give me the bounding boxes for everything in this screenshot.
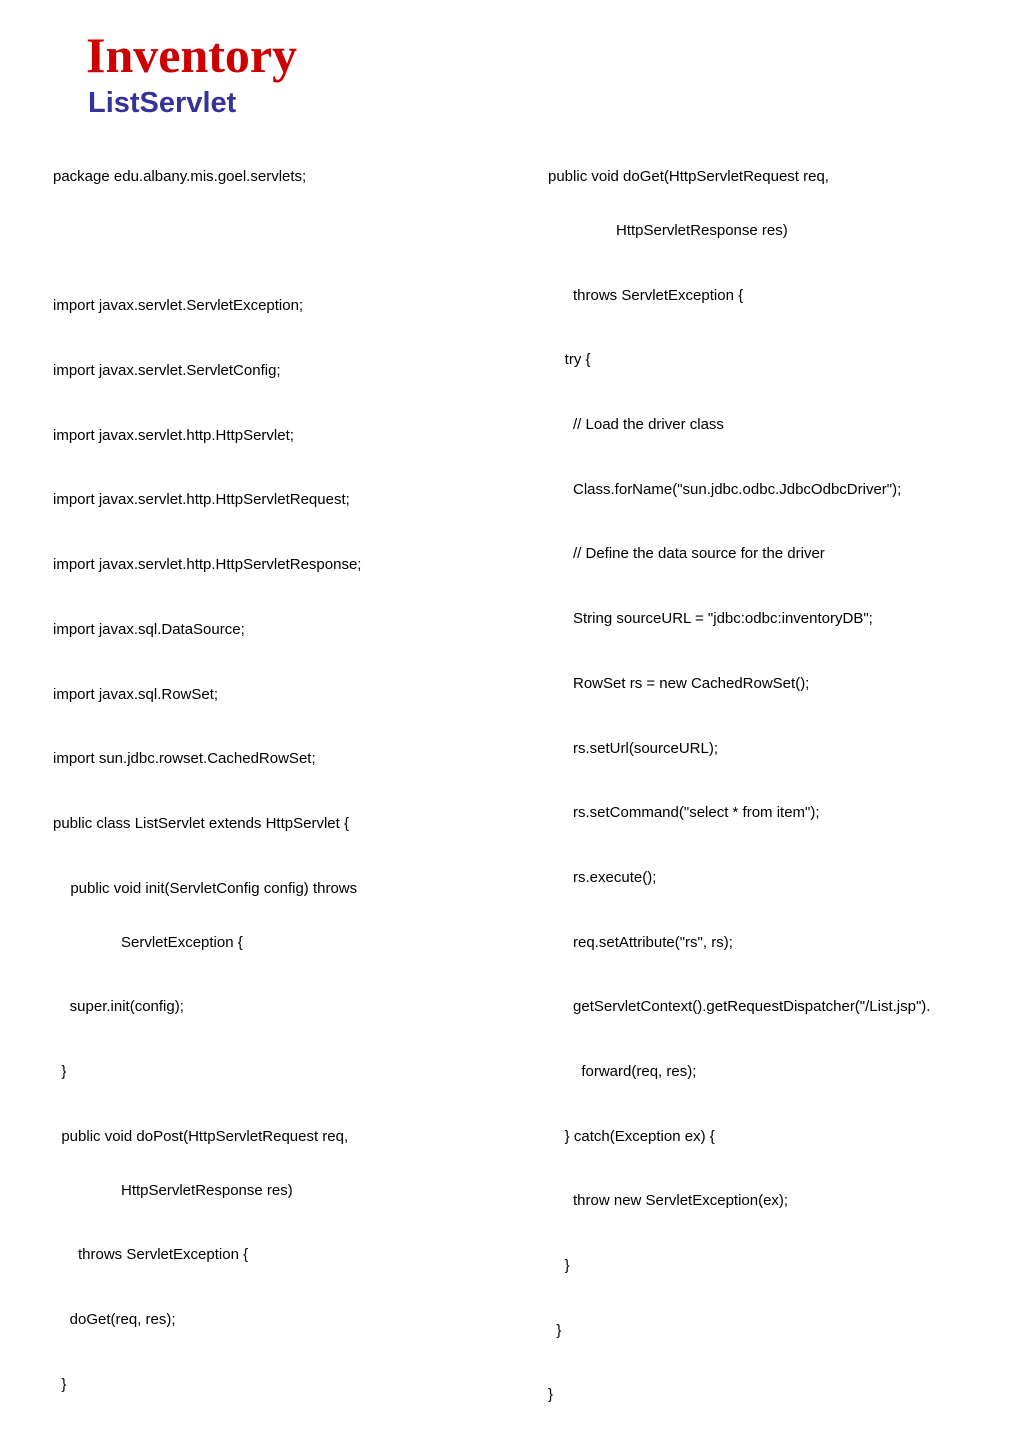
code-line: try { — [548, 351, 591, 369]
code-line-continuation: ServletException { — [121, 933, 243, 951]
code-line: package edu.albany.mis.goel.servlets; — [53, 168, 307, 185]
code-line: throw new ServletException(ex); — [548, 1192, 789, 1210]
code-line: import javax.servlet.http.HttpServlet; — [53, 426, 294, 444]
code-line: // Define the data source for the driver — [548, 545, 825, 563]
slide-title: Inventory — [86, 27, 298, 83]
code-line: import javax.sql.DataSource; — [53, 620, 245, 638]
code-line: public void doGet(HttpServletRequest req, — [548, 168, 829, 185]
code-line: import javax.servlet.http.HttpServletResponse; — [53, 556, 362, 574]
code-line: } — [53, 1062, 67, 1080]
code-line: import javax.servlet.ServletException; — [53, 297, 304, 315]
code-line: req.setAttribute("rs", rs); — [548, 933, 733, 951]
code-line: rs.execute(); — [548, 868, 657, 886]
code-line-continuation: HttpServletResponse res) — [121, 1181, 293, 1199]
code-line: super.init(config); — [53, 998, 184, 1016]
code-line: } catch(Exception ex) { — [548, 1127, 715, 1145]
code-line: } — [548, 1386, 554, 1404]
code-line: import javax.sql.RowSet; — [53, 685, 219, 703]
code-line: throws ServletException { — [53, 1246, 249, 1264]
code-line-blank — [53, 233, 493, 251]
code-line: String sourceURL = "jdbc:odbc:inventoryDB"; — [548, 610, 873, 628]
code-line-continuation: HttpServletResponse res) — [616, 222, 788, 239]
left-code-block — [53, 132, 493, 1422]
code-line: import sun.jdbc.rowset.CachedRowSet; — [53, 750, 316, 768]
code-line: public void init(ServletConfig config) throws — [62, 879, 358, 897]
code-line: doGet(req, res); — [53, 1311, 176, 1328]
code-line: // Load the driver class — [548, 416, 724, 434]
code-line: import javax.servlet.http.HttpServletRequest; — [53, 491, 350, 509]
code-line: } — [53, 1375, 67, 1393]
code-line: rs.setUrl(sourceURL); — [548, 739, 719, 757]
code-line: throws ServletException { — [548, 286, 744, 304]
code-line: } — [548, 1321, 562, 1339]
code-line: Class.forName("sun.jdbc.odbc.JdbcOdbcDriver"); — [548, 480, 902, 498]
code-line: forward(req, res); — [548, 1062, 697, 1080]
code-line: getServletContext().getRequestDispatcher("/List.jsp"). — [548, 998, 931, 1016]
slide-subtitle: ListServlet — [88, 87, 237, 119]
code-line: public void doPost(HttpServletRequest req, — [53, 1127, 349, 1145]
right-code-block — [548, 132, 1018, 1433]
code-line: rs.setCommand("select * from item"); — [548, 804, 820, 822]
code-line: } — [548, 1257, 570, 1274]
code-line: RowSet rs = new CachedRowSet(); — [548, 674, 810, 692]
code-line: public class ListServlet extends HttpServlet { — [53, 814, 349, 832]
code-line: import javax.servlet.ServletConfig; — [53, 362, 281, 380]
